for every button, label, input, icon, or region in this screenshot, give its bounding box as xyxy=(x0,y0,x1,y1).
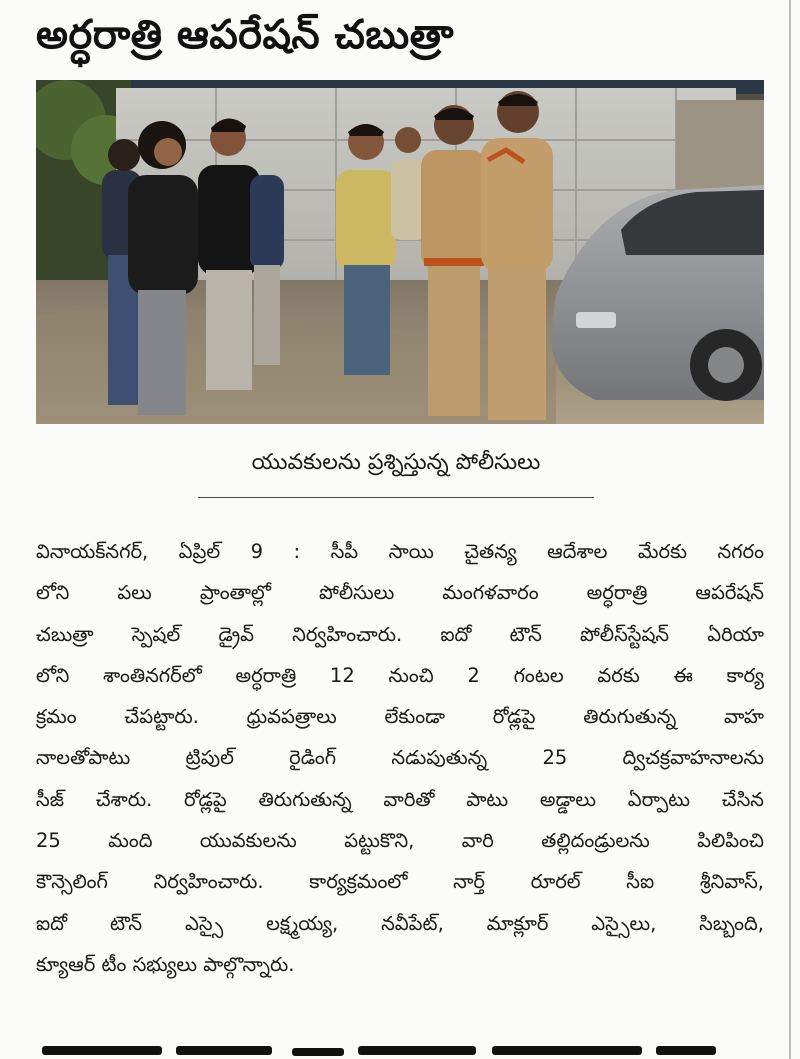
cropped-headline-strokes xyxy=(36,1036,764,1059)
article-photo xyxy=(36,80,764,424)
caption-underline xyxy=(198,497,594,498)
body-line: కౌన్సెలింగ్ నిర్వహించారు. కార్యక్రమంలో నార్త్ రూరల్ సీఐ శ్రీనివాస్, xyxy=(36,870,764,894)
body-line: లోని పలు ప్రాంతాల్లో పోలీసులు మంగళవారం అర్ధరాత్రి ఆపరేషన్ xyxy=(36,581,764,605)
photo-caption: యువకులను ప్రశ్నిస్తున్న పోలీసులు xyxy=(251,450,541,475)
body-line: ఐదో టౌన్ ఎస్సై లక్ష్మయ్య, నవీపేట్, మాక్లూర్ ఎస్సైలు, సిబ్బంది, xyxy=(36,911,764,935)
body-line: వినాయక్‌నగర్, ఏప్రిల్ 9 : సీపీ సాయి చైతన్య ఆదేశాల మేరకు నగరం xyxy=(36,540,764,563)
article-body xyxy=(36,531,764,985)
body-line: క్యూఆర్ టీం సభ్యులు పాల్గొన్నారు. xyxy=(36,952,295,976)
body-line: నాలతోపాటు ట్రిపుల్ రైడింగ్ నడుపుతున్న 25 ద్విచక్రవాహనాలను xyxy=(36,746,764,770)
body-line: క్రమం చేపట్టారు. ధ్రువపత్రాలు లేకుండా రోడ్లపై తిరుగుతున్న వాహ xyxy=(36,705,764,729)
body-line: సీజ్ చేశారు. రోడ్లపై తిరుగుతున్న వారితో పాటు అడ్డాలు ఏర్పాటు చేసిన xyxy=(36,787,764,811)
photo-police-questioning-youths xyxy=(36,80,764,424)
column-divider xyxy=(789,0,791,1059)
body-line: చబుత్రా స్పెషల్ డ్రైవ్ నిర్వహించారు. ఐదో టౌన్ పోలీస్‌స్టేషన్ ఏరియా xyxy=(36,622,764,646)
article-headline: అర్ధరాత్రి ఆపరేషన్ చబుత్రా xyxy=(36,12,454,58)
next-article-headline-cropped xyxy=(36,1036,764,1059)
body-line: లోని శాంతినగర్‌లో అర్ధరాత్రి 12 నుంచి 2 గంటల వరకు ఈ కార్య xyxy=(36,663,764,687)
body-line: 25 మంది యువకులను పట్టుకొని, వారి తల్లిదండ్రులను పిలిపించి xyxy=(36,829,764,853)
